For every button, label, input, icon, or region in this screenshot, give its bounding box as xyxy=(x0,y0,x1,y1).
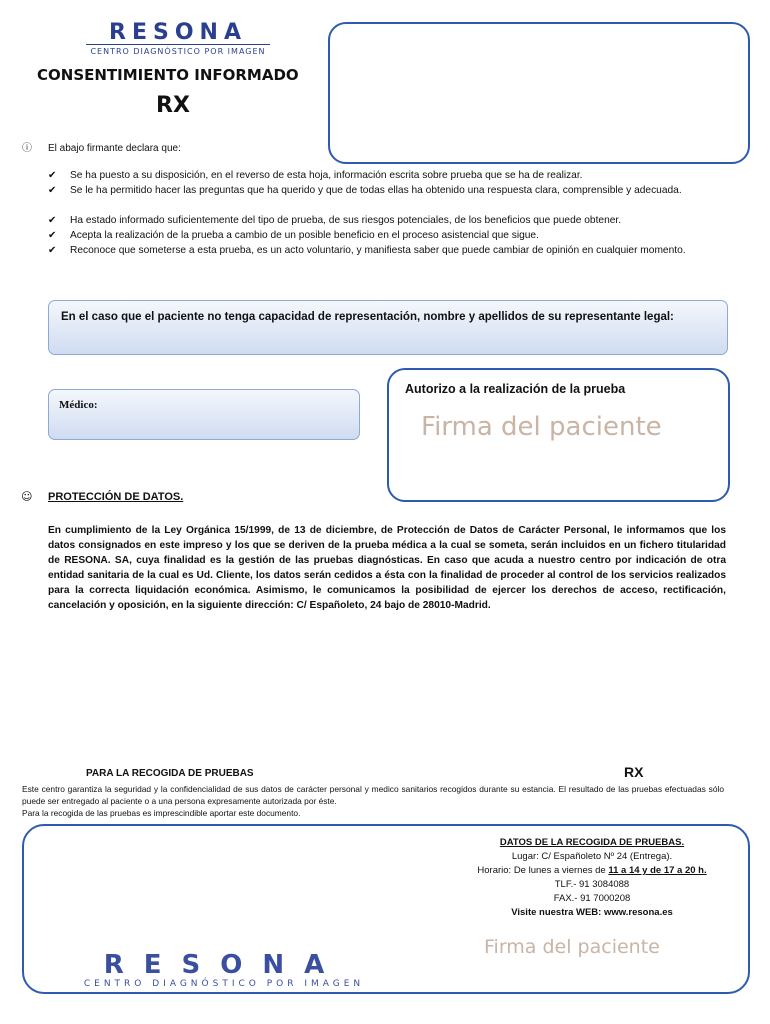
page-title: CONSENTIMIENTO INFORMADO xyxy=(37,66,299,84)
check-icon: ✔ xyxy=(48,185,57,196)
authorization-signature-box[interactable] xyxy=(387,368,730,502)
list-item: ✔ Acepta la realización de la prueba a cambio de un posible beneficio en el proceso asistencial que sigue. xyxy=(48,230,539,241)
test-type: RX xyxy=(156,93,190,118)
pickup-place: Lugar: C/ Españoleto Nº 24 (Entrega). xyxy=(511,851,673,862)
list-item: ✔ Reconoce que someterse a esta prueba, es un acto voluntario, y manifiesta saber que puede cambiar de opinión en cualquier momento. xyxy=(48,245,686,256)
pickup-phone: TLF.- 91 3084088 xyxy=(554,879,630,890)
pickup-fax: FAX.- 91 7000208 xyxy=(553,893,631,904)
pickup-signature-placeholder[interactable]: Firma del paciente xyxy=(484,936,660,958)
pickup-notice: Este centro garantiza la seguridad y la confidencialidad de sus datos de carácter personal y medico sanitarios recogidos durante su estancia. El resultado de las pruebas efectuadas sólo puede ser entregado al paciente o a una persona expresamente autorizada por éste. xyxy=(22,784,724,806)
representative-label: En el caso que el paciente no tenga capacidad de representación, nombre y apellidos de su representante legal: xyxy=(61,311,674,323)
representative-field[interactable] xyxy=(48,300,728,355)
smiley-icon: ☺ xyxy=(21,490,33,503)
pickup-details xyxy=(452,836,732,920)
pickup-details-heading: DATOS DE LA RECOGIDA DE PRUEBAS. xyxy=(499,837,685,848)
data-protection-heading: PROTECCIÓN DE DATOS. xyxy=(48,491,184,503)
check-icon: ✔ xyxy=(48,215,57,226)
list-item: ✔ Se le ha permitido hacer las preguntas que ha querido y que de todas ellas ha obtenido una respuesta clara, comprensible y adecuada. xyxy=(48,185,682,196)
info-icon: ⓘ xyxy=(22,143,32,154)
patient-label-box[interactable] xyxy=(328,22,750,164)
bottom-logo-text: RESONA xyxy=(103,950,345,980)
pickup-box xyxy=(22,824,750,994)
bottom-logo-subtitle: CENTRO DIAGNÓSTICO POR IMAGEN xyxy=(83,979,365,989)
pickup-hours: Horario: De lunes a viernes de 11 a 14 y de 17 a 20 h. xyxy=(477,865,707,876)
declaration-intro: El abajo firmante declara que: xyxy=(48,143,181,154)
authorization-title: Autorizo a la realización de la prueba xyxy=(405,382,626,396)
data-protection-text: En cumplimiento de la Ley Orgánica 15/1999, de 13 de diciembre, de Protección de Datos de Carácter Personal, le informamos que los datos consignados en este impreso y los que se deriven de la prueba médica a la cual se someta, serán incluidos en un fichero titularidad de RESONA. SA, cuya finalidad es la gestión de las pruebas diagnósticas. En caso que acuda a nuestro centro por indicación de otra entidad sanitaria de la cual es Ud. Cliente, los datos serán cedidos a ésta con la finalidad de proceder al control de los servicios realizados para la correcta liquidación económica. Asimismo, le comunicamos la posibilidad de ejercer los derechos de acceso, rectificación, cancelación y oposición, en la siguiente dirección: C/ Españoleto, 24 bajo de 28010-Madrid. xyxy=(48,525,726,611)
list-item: ✔ Se ha puesto a su disposición, en el reverso de esta hoja, información escrita sobre prueba que se ha de realizar. xyxy=(48,170,583,181)
check-icon: ✔ xyxy=(48,230,57,241)
resona-logo xyxy=(86,22,270,56)
signature-placeholder: Firma del paciente xyxy=(421,412,662,442)
pickup-requirement: Para la recogida de las pruebas es imprescindible aportar este documento. xyxy=(22,808,301,818)
doctor-field[interactable] xyxy=(48,389,360,440)
list-item: ✔ Ha estado informado suficientemente del tipo de prueba, de sus riesgos potenciales, de los beneficios que puede obtener. xyxy=(48,215,622,226)
check-icon: ✔ xyxy=(48,245,57,256)
pickup-web: Visite nuestra WEB: www.resona.es xyxy=(511,907,673,918)
logo-subtitle: CENTRO DIAGNÓSTICO POR IMAGEN xyxy=(86,44,270,56)
doctor-label: Médico: xyxy=(59,399,98,411)
pickup-heading: PARA LA RECOGIDA DE PRUEBAS xyxy=(86,768,254,779)
logo-text: RESONA xyxy=(109,20,247,45)
check-icon: ✔ xyxy=(48,170,57,181)
bottom-resona-logo xyxy=(62,952,386,989)
pickup-test-type: RX xyxy=(624,764,644,780)
